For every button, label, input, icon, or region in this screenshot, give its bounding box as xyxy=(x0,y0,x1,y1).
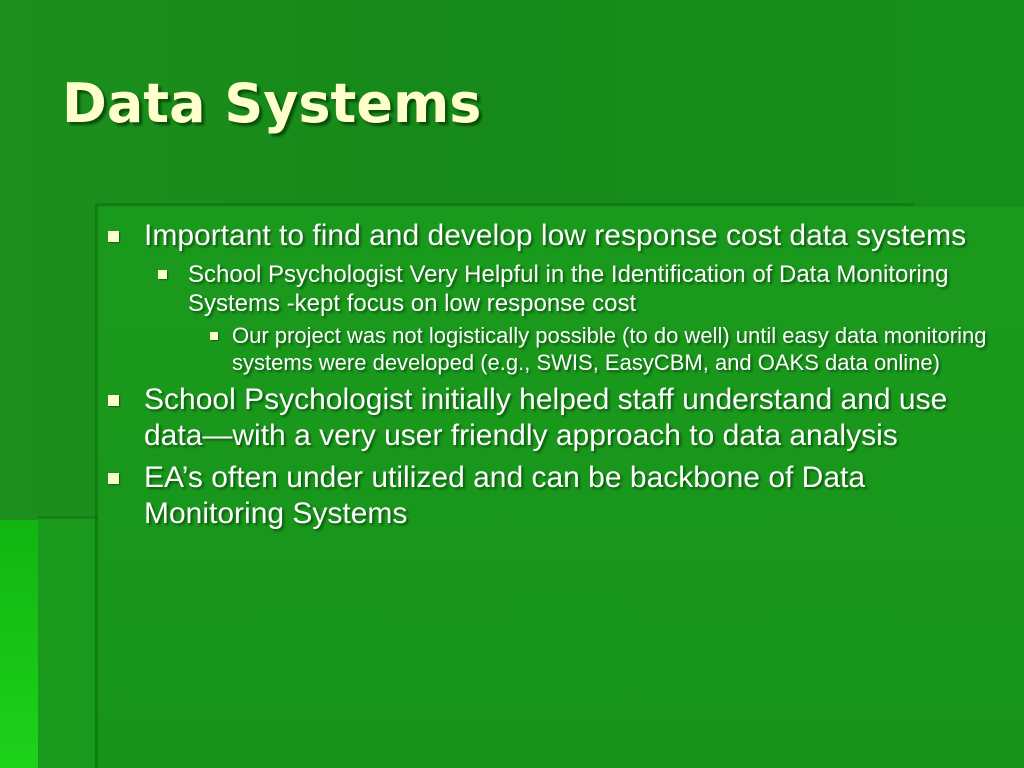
background-accent-strip xyxy=(0,520,38,768)
slide-title: Data Systems xyxy=(62,72,482,135)
panel-top-edge xyxy=(95,203,915,206)
sub-bullet-item xyxy=(100,260,990,318)
bullet-item xyxy=(100,460,990,532)
square-bullet-icon xyxy=(108,395,119,406)
square-bullet-icon xyxy=(210,332,218,340)
sub-sub-bullet-text: Our project was not logistically possible (to do well) until easy data monitoring systems were developed (e.g., SWIS, EasyCBM, and OAKS data online) xyxy=(232,323,987,375)
bullet-item xyxy=(100,218,990,254)
bullet-text: EA’s often under utilized and can be backbone of Data Monitoring Systems xyxy=(144,461,866,530)
bullet-list xyxy=(100,218,990,538)
sub-bullet-text: School Psychologist Very Helpful in the Identification of Data Monitoring Systems -kept focus on low response cost xyxy=(188,261,949,317)
panel-left-edge xyxy=(95,205,98,768)
bullet-text: School Psychologist initially helped staff understand and use data—with a very user friendly approach to data analysis xyxy=(144,383,948,452)
square-bullet-icon xyxy=(108,231,119,242)
square-bullet-icon xyxy=(158,270,167,279)
sub-sub-bullet-item xyxy=(100,322,990,376)
bullet-text: Important to find and develop low response cost data systems xyxy=(144,219,967,252)
bullet-item xyxy=(100,382,990,454)
square-bullet-icon xyxy=(108,473,119,484)
lower-block-edge xyxy=(38,516,98,519)
